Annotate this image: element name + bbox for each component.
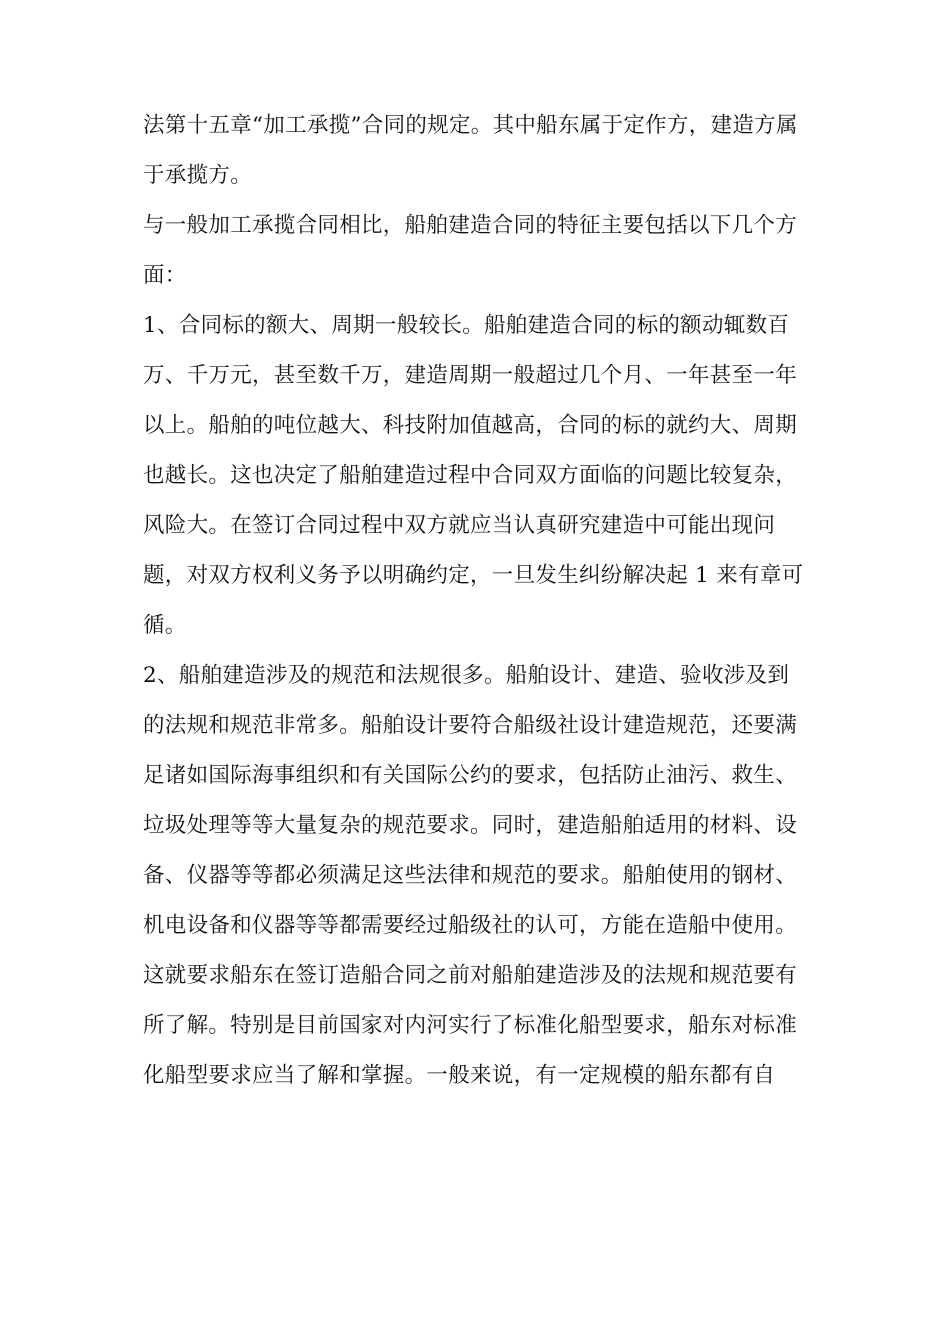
text-line: 备、仪器等等都必须满足这些法律和规范的要求。船舶使用的钢材、 — [143, 863, 798, 888]
text-line: 2、船舶建造涉及的规范和法规很多。船舶设计、建造、验收涉及到 — [143, 663, 790, 688]
text-line: 风险大。在签订合同过程中双方就应当认真研究建造中可能出现问 — [143, 513, 776, 538]
text-line: 于承揽方。 — [143, 163, 253, 188]
text-line: 的法规和规范非常多。船舶设计要符合船级社设计建造规范，还要满 — [143, 713, 798, 738]
text-line: 以上。船舶的吨位越大、科技附加值越高，合同的标的就约大、周期 — [143, 413, 798, 438]
text-line: 与一般加工承揽合同相比，船舶建造合同的特征主要包括以下几个方 — [143, 213, 798, 238]
text-line: 1、合同标的额大、周期一般较长。船舶建造合同的标的额动辄数百 — [143, 313, 790, 338]
text-line: 这就要求船东在签订造船合同之前对船舶建造涉及的法规和规范要有 — [143, 963, 798, 988]
text-line: 化船型要求应当了解和掌握。一般来说，有一定规模的船东都有自 — [143, 1063, 776, 1088]
text-line: 题，对双方权利义务予以明确约定，一旦发生纠纷解决起 1 来有章可 — [143, 563, 804, 588]
text-line: 足诸如国际海事组织和有关国际公约的要求，包括防止油污、救生、 — [143, 763, 798, 788]
text-line: 循。 — [143, 613, 187, 638]
text-line: 也越长。这也决定了船舶建造过程中合同双方面临的问题比较复杂， — [143, 463, 798, 488]
text-line: 垃圾处理等等大量复杂的规范要求。同时，建造船舶适用的材料、设 — [143, 813, 798, 838]
text-line: 所了解。特别是目前国家对内河实行了标准化船型要求，船东对标准 — [143, 1013, 798, 1038]
text-line: 机电设备和仪器等等都需要经过船级社的认可，方能在造船中使用。 — [143, 913, 798, 938]
body-text — [143, 101, 823, 1101]
text-line: 法第十五章“加工承揽”合同的规定。其中船东属于定作方，建造方属 — [143, 113, 798, 138]
text-line: 万、千万元，甚至数千万，建造周期一般超过几个月、一年甚至一年 — [143, 363, 798, 388]
text-line: 面： — [143, 263, 187, 288]
